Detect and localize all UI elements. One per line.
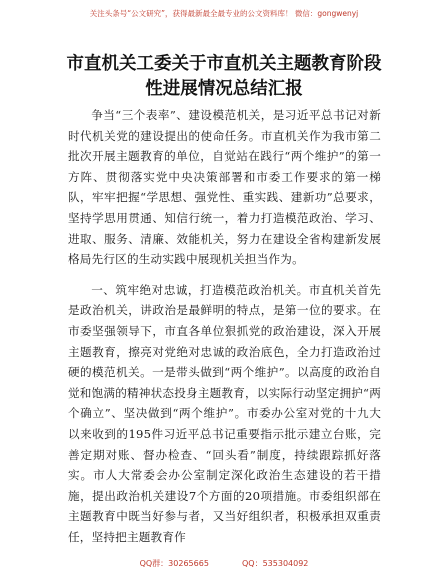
document-body — [68, 105, 381, 557]
footer-qq-group: QQ群：30265665 — [139, 559, 209, 568]
paragraph-section-one: 一、筑牢绝对忠诚，打造模范政治机关。市直机关首先是政治机关，讲政治是最鲜明的特点，是第一位的要求。在市委坚强领导下，市直各单位狠抓党的政治建设，深入开展主题教育，擦亮对党绝对忠诚的政治底色，全力打造政治过硬的模范机关。一是带头做到“两个维护”。以高度的政治自觉和饱满的精神状态投身主题教育，以实际行动坚定拥护“两个确立”、坚决做到“两个维护”。市委办公室对党的十九大以来收到的195件习近平总书记重要指示批示建立台账，完善定期对账、督办检查、“回头看”制度，持续跟踪抓好落实。市人大常委会办公室制定深化政治生态建设的若干措施，提出政治机关建设7个方面的20项措施。市委组织部在主题教育中既当好参与者，又当好组织者，积极承担双重责任，坚持把主题教育作 — [68, 282, 381, 544]
footer-qq: QQ：535304092 — [242, 559, 309, 568]
footer-contact — [0, 558, 448, 569]
paragraph-intro: 争当“三个表率”、建设模范机关，是习近平总书记对新时代机关党的建设提出的使命任务。市直机关作为我市第二批次开展主题教育的单位，自觉站在践行“两个维护”的第一方阵、贯彻落实党中央决策部署和市委工作要求的第一梯队，牢牢把握“学思想、强党性、重实践、建新功”总要求，坚持学思用贯通、知信行统一，着力打造模范政治、学习、进取、服务、清廉、效能机关，努力在建设全省构建新发展格局先行区的生动实践中展现机关担当作为。 — [68, 108, 381, 267]
header-banner: 关注头条号“公文研究”，获得最新最全最专业的公文资料库！ 微信：gongwenyj — [89, 9, 359, 18]
document-title: 市直机关工委关于市直机关主题教育阶段性进展情况总结汇报 — [66, 54, 382, 99]
